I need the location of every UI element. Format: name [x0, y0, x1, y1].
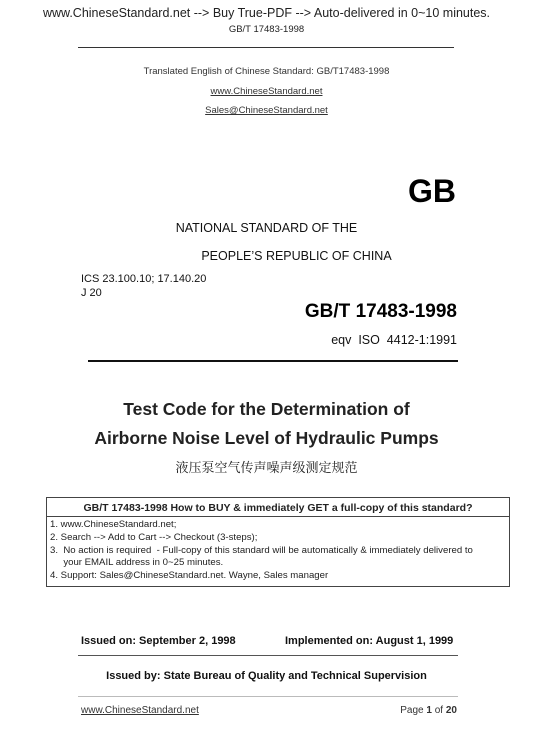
footer-divider: [78, 696, 458, 697]
standard-number: GB/T 17483-1998: [304, 301, 457, 322]
title-line2: Airborne Noise Level of Hydraulic Pumps: [94, 428, 439, 448]
howto-item-1: 1. www.ChineseStandard.net;: [50, 519, 177, 530]
gb-logo: GB: [408, 173, 456, 209]
implemented-on-date: Implemented on: August 1, 1999: [285, 635, 454, 647]
page-indicator: [360, 705, 457, 716]
howto-box: [46, 497, 510, 587]
howto-item-3-cont: your EMAIL address in 0~25 minutes.: [50, 557, 224, 568]
email-link[interactable]: Sales@ChineseStandard.net: [205, 105, 328, 116]
footer-website[interactable]: [81, 705, 199, 716]
title-divider: [88, 360, 458, 362]
website-link[interactable]: www.ChineseStandard.net: [210, 86, 323, 97]
issued-by: Issued by: State Bureau of Quality and Technical Supervision: [106, 670, 427, 682]
title-line1: Test Code for the Determination of: [123, 399, 410, 419]
ics-code: ICS 23.100.10; 17.140.20: [81, 273, 207, 285]
howto-item-4: 4. Support: Sales@ChineseStandard.net. Wayne, Sales manager: [50, 570, 329, 581]
page-prefix: Page: [400, 705, 427, 716]
howto-title: GB/T 17483-1998 How to BUY & immediately GET a full-copy of this standard?: [83, 502, 473, 514]
issued-on-date: Issued on: September 2, 1998: [81, 635, 236, 647]
intro-website[interactable]: [0, 86, 533, 97]
national-standard-line2: PEOPLE’S REPUBLIC OF CHINA: [201, 249, 392, 263]
translated-note: Translated English of Chinese Standard: GB/T17483-1998: [143, 66, 390, 77]
j-code: J 20: [81, 287, 102, 299]
howto-item-3: 3. No action is required - Full-copy of this standard will be automatically & immediately delivered to: [50, 545, 473, 556]
page-of: of: [431, 705, 446, 716]
page-current: 1: [426, 705, 432, 716]
footer-website-link[interactable]: www.ChineseStandard.net: [81, 705, 199, 716]
header-divider: [78, 47, 454, 48]
header-doc-id: GB/T 17483-1998: [228, 24, 305, 35]
equivalent-standard: eqv ISO 4412-1:1991: [331, 333, 457, 347]
howto-item-2: 2. Search --> Add to Cart --> Checkout (3-steps);: [50, 532, 258, 543]
title-chinese: 液压泵空气传声噪声级测定规范: [175, 461, 358, 476]
intro-email[interactable]: [0, 105, 533, 116]
header-banner: www.ChineseStandard.net --> Buy True-PDF --> Auto-delivered in 0~10 minutes.: [42, 6, 491, 20]
page-total: 20: [445, 705, 457, 716]
howto-divider: [47, 516, 509, 517]
dates-divider: [78, 655, 458, 656]
national-standard-line1: NATIONAL STANDARD OF THE: [175, 221, 358, 235]
